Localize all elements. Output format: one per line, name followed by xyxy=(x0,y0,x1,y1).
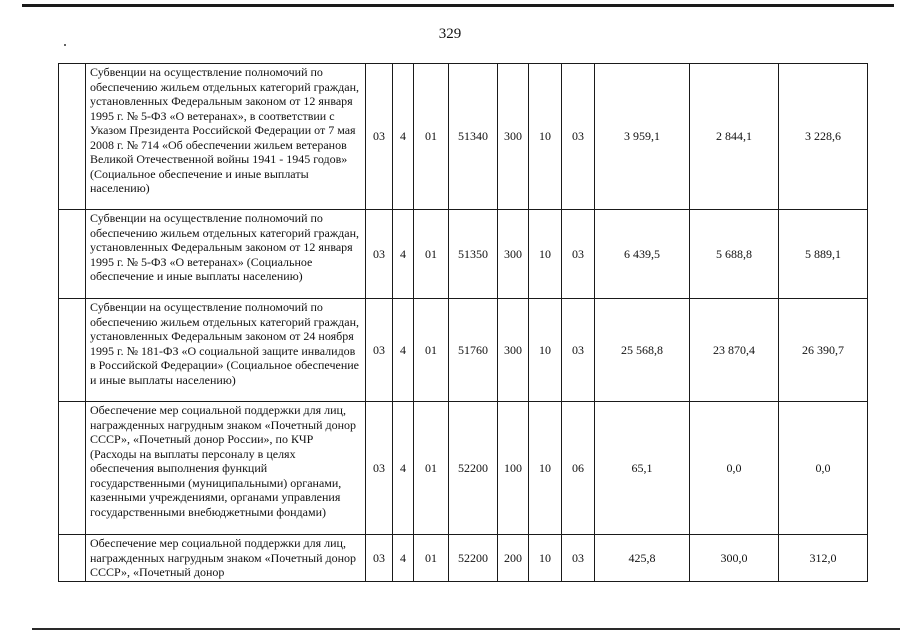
code-cell: 300 xyxy=(498,64,529,210)
table-row xyxy=(59,210,868,299)
blank-cell xyxy=(59,210,86,299)
code-cell: 03 xyxy=(366,64,393,210)
code-cell: 03 xyxy=(366,402,393,535)
page-number: 329 xyxy=(438,26,462,42)
code-cell: 4 xyxy=(393,535,414,582)
amount-cell: 26 390,7 xyxy=(779,299,868,402)
table-row xyxy=(59,64,868,210)
table-row xyxy=(59,299,868,402)
amount-cell: 23 870,4 xyxy=(690,299,779,402)
code-cell: 51340 xyxy=(449,64,498,210)
code-cell: 03 xyxy=(366,210,393,299)
amount-cell: 65,1 xyxy=(595,402,690,535)
description-cell: Субвенции на осуществление полномочий по обеспечению жильем отдельных категорий граждан, установленных Федеральным законом от 12 января 1995 г. № 5-ФЗ «О ветеранах» (Социальное обеспечение и иные выплаты населению) xyxy=(86,210,366,299)
amount-cell: 0,0 xyxy=(779,402,868,535)
code-cell: 51760 xyxy=(449,299,498,402)
code-cell: 4 xyxy=(393,402,414,535)
budget-table xyxy=(58,63,868,582)
top-rule xyxy=(22,4,894,7)
code-cell: 10 xyxy=(529,210,562,299)
code-cell: 03 xyxy=(562,299,595,402)
description-cell: Субвенции на осуществление полномочий по обеспечению жильем отдельных категорий граждан, установленных Федеральным законом от 12 января 1995 г. № 5-ФЗ «О ветеранах», в соответствии с Указом Президента Российской Федерации от 7 мая 2008 г. № 714 «Об обеспечении жильем ветеранов Великой Отечественной войны 1941 - 1945 годов» (Социальное обеспечение и иные выплаты населению) xyxy=(86,64,366,210)
amount-cell: 3 228,6 xyxy=(779,64,868,210)
amount-cell: 2 844,1 xyxy=(690,64,779,210)
amount-cell: 3 959,1 xyxy=(595,64,690,210)
blank-cell xyxy=(59,299,86,402)
blank-cell xyxy=(59,402,86,535)
code-cell: 01 xyxy=(414,535,449,582)
amount-cell: 300,0 xyxy=(690,535,779,582)
amount-cell: 0,0 xyxy=(690,402,779,535)
code-cell: 10 xyxy=(529,535,562,582)
code-cell: 10 xyxy=(529,299,562,402)
code-cell: 03 xyxy=(562,535,595,582)
amount-cell: 6 439,5 xyxy=(595,210,690,299)
code-cell: 03 xyxy=(562,64,595,210)
code-cell: 10 xyxy=(529,402,562,535)
code-cell: 03 xyxy=(366,535,393,582)
code-cell: 200 xyxy=(498,535,529,582)
amount-cell: 5 688,8 xyxy=(690,210,779,299)
code-cell: 4 xyxy=(393,210,414,299)
code-cell: 100 xyxy=(498,402,529,535)
description-cell: Обеспечение мер социальной поддержки для лиц, награжденных нагрудным знаком «Почетный донор СССР», «Почетный донор xyxy=(86,535,366,582)
code-cell: 06 xyxy=(562,402,595,535)
amount-cell: 25 568,8 xyxy=(595,299,690,402)
code-cell: 01 xyxy=(414,64,449,210)
code-cell: 52200 xyxy=(449,535,498,582)
code-cell: 03 xyxy=(366,299,393,402)
amount-cell: 425,8 xyxy=(595,535,690,582)
blank-cell xyxy=(59,64,86,210)
code-cell: 03 xyxy=(562,210,595,299)
code-cell: 01 xyxy=(414,210,449,299)
code-cell: 300 xyxy=(498,299,529,402)
code-cell: 51350 xyxy=(449,210,498,299)
code-cell: 01 xyxy=(414,299,449,402)
code-cell: 4 xyxy=(393,299,414,402)
code-cell: 01 xyxy=(414,402,449,535)
table-row xyxy=(59,535,868,582)
code-cell: 52200 xyxy=(449,402,498,535)
description-cell: Субвенции на осуществление полномочий по обеспечению жильем отдельных категорий граждан, установленных Федеральным законом от 24 ноября 1995 г. № 181-ФЗ «О социальной защите инвалидов в Российской Федерации» (Социальное обеспечение и иные выплаты населению) xyxy=(86,299,366,402)
code-cell: 300 xyxy=(498,210,529,299)
bottom-rule xyxy=(32,628,900,630)
blank-cell xyxy=(59,535,86,582)
table-row xyxy=(59,402,868,535)
code-cell: 10 xyxy=(529,64,562,210)
description-cell: Обеспечение мер социальной поддержки для лиц, награжденных нагрудным знаком «Почетный донор СССР», «Почетный донор России», по КЧР (Расходы на выплаты персоналу в целях обеспечения выполнения функций государственными (муниципальными) органами, казенными учреждениями, органами управления государственными внебюджетными фондами) xyxy=(86,402,366,535)
amount-cell: 312,0 xyxy=(779,535,868,582)
amount-cell: 5 889,1 xyxy=(779,210,868,299)
scan-speck xyxy=(64,44,66,46)
code-cell: 4 xyxy=(393,64,414,210)
